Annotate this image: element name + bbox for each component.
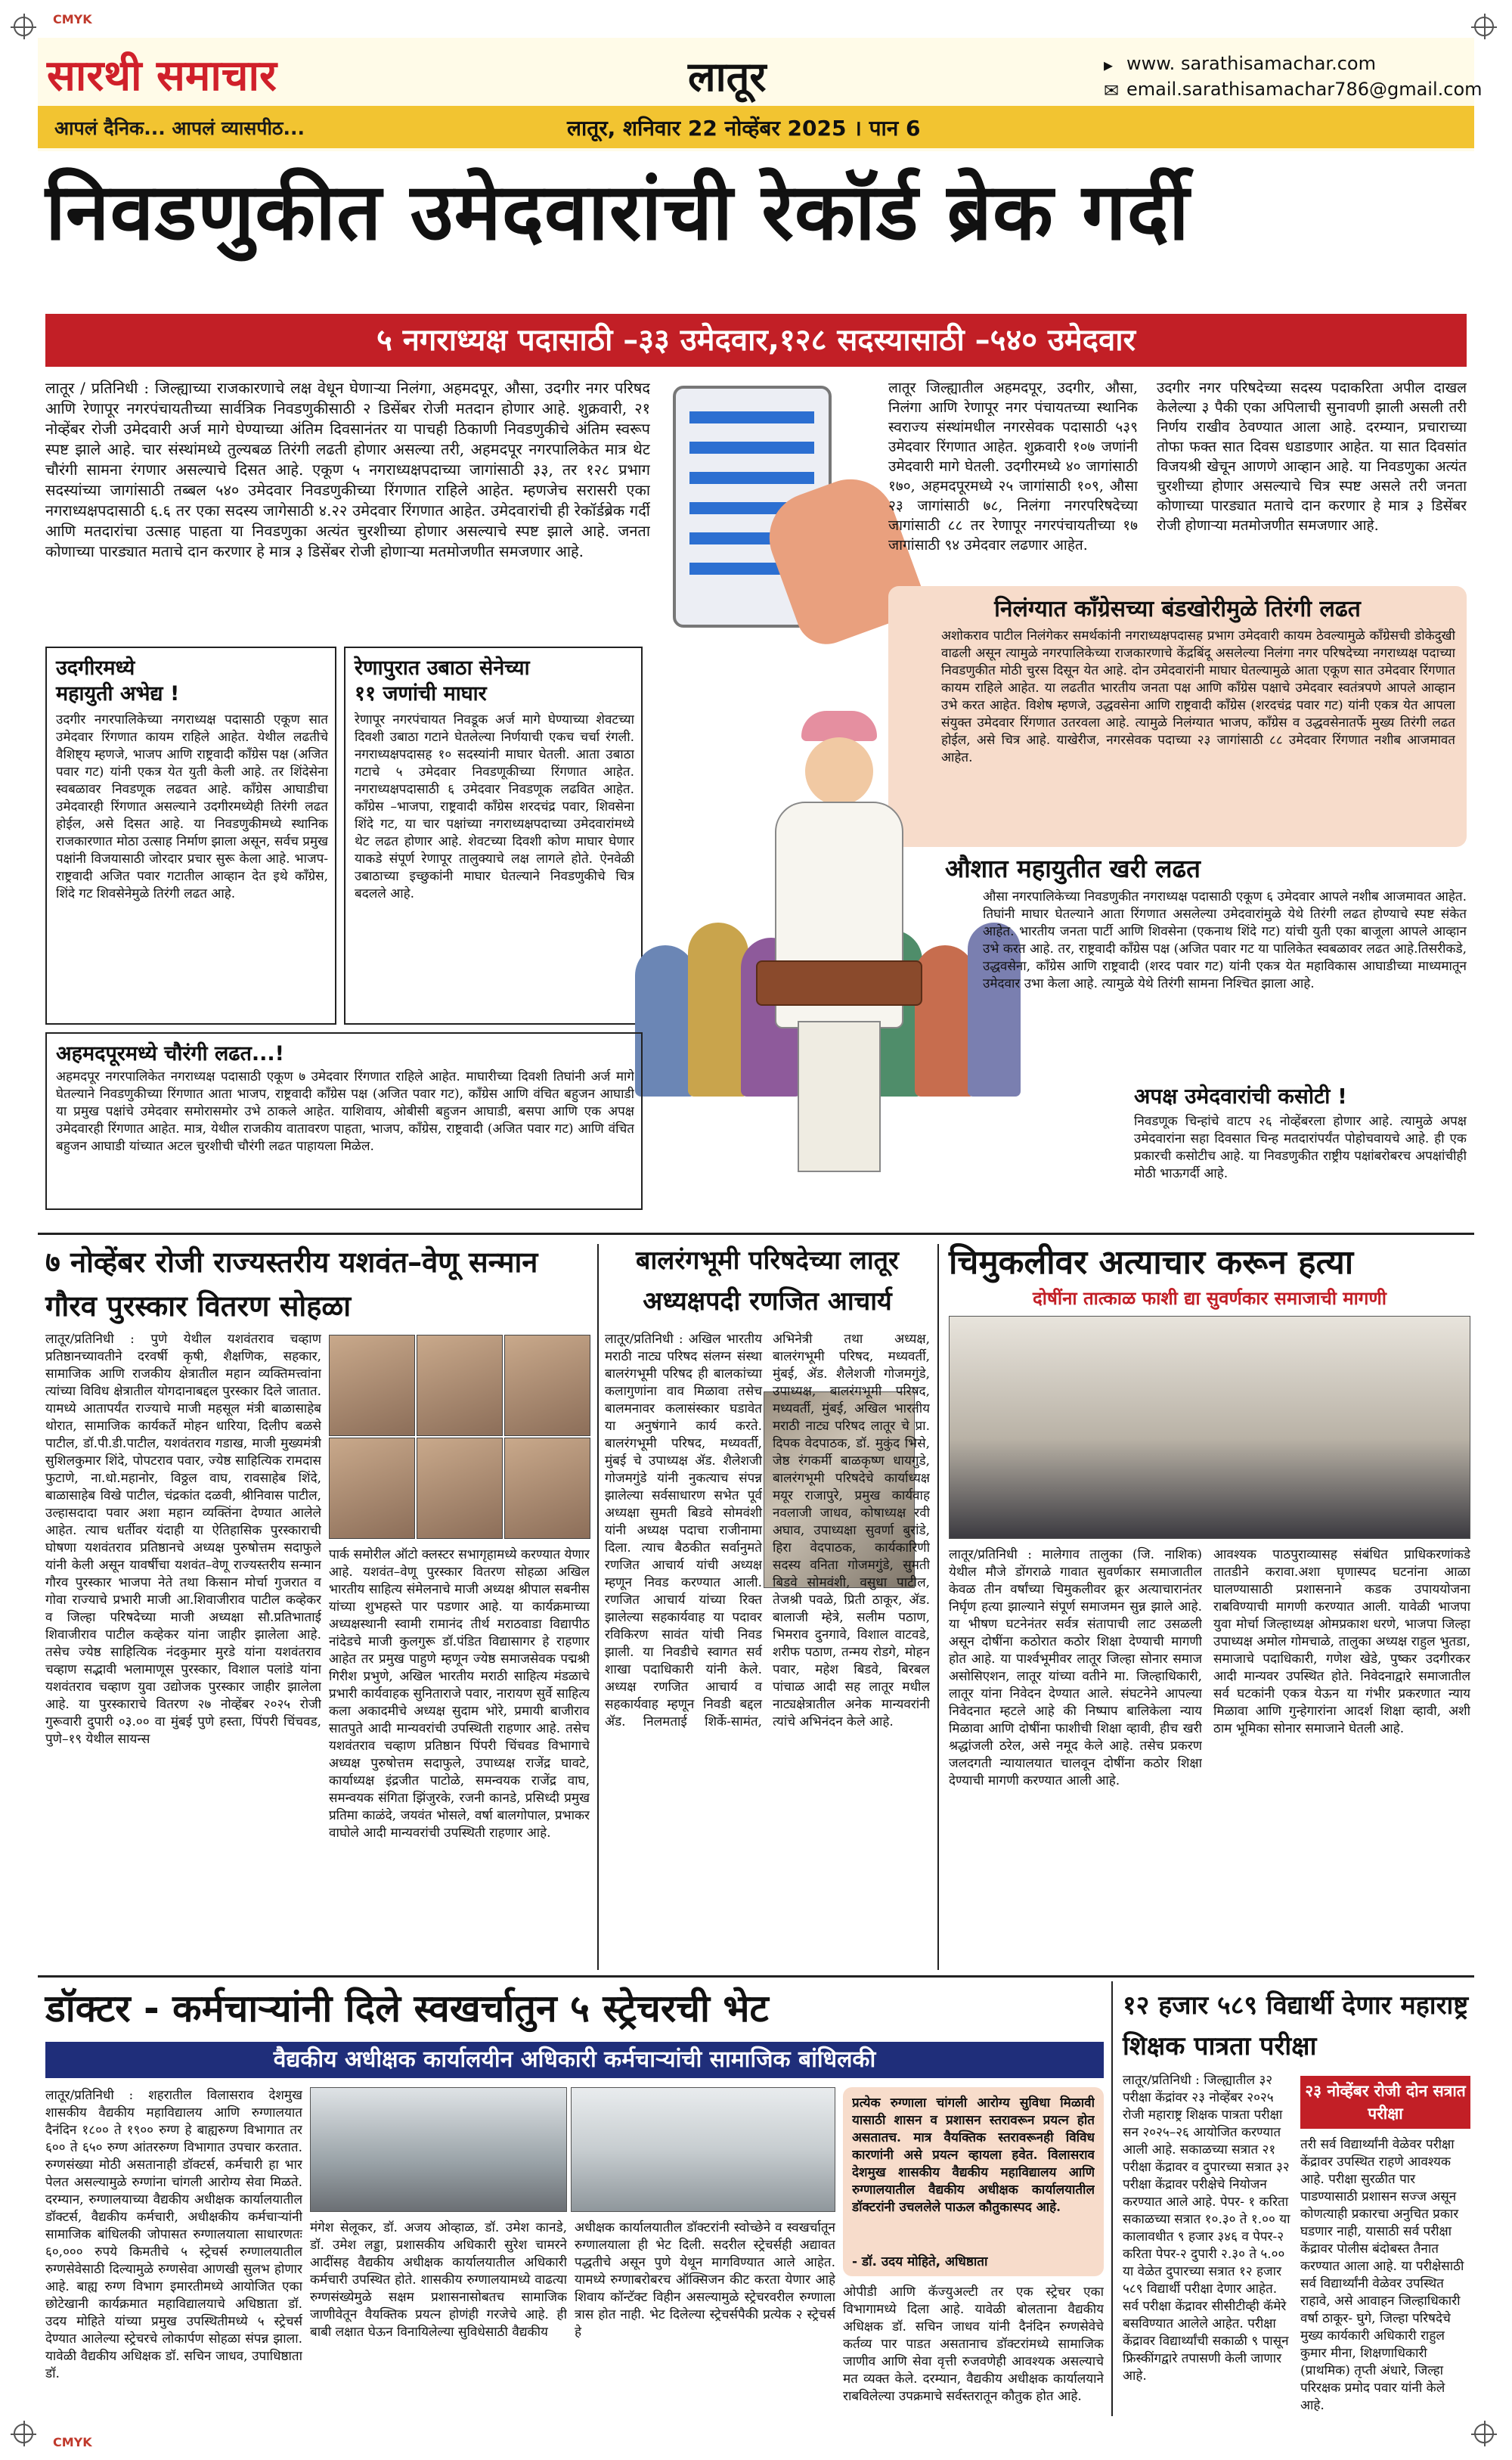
yashwant-body-left: लातूर/प्रतिनिधी : पुणे येथील यशवंतराव चव्हाण प्रतिष्ठानच्यावतीने दरवर्षी कृषी, शैक्षणिक, सहकार, सामाजिक आणि राजकीय क्षेत्रातील महान व्यक्तिमत्त्वांना त्यांच्या विविध क्षेत्रातील योगदानाबद्दल पुरस्कार दिले जातात. यामध्ये आतापर्यंत राज्याचे माजी महसूल मंत्री बाळासाहेब थोरात, सामाजिक कार्यकर्ते मोहन धारिया, दिलीप बळसे पाटील, डॉ.पी.डी.पाटील, यशवंतराव गडाख, माजी मुख्यमंत्री सुशिलकुमार शिंदे, पोपटराव पवार, ज्येष्ठ साहित्यिक रामदास फुटाणे, ना.धो.महानोर, विठ्ठल वाघ, रावसाहेब शिंदे, बाळासाहेब विखे पाटील, चंद्रकांत दळवी, श्रीनिवास पाटील, उल्हासदादा पवार अशा महान व्यक्तिंना देण्यात आलेले आहेत. त्याच धर्तीवर यंदाही या ऐतिहासिक पुरस्काराची घोषणा यशवंतराव प्रतिष्ठानचे अध्यक्ष पुरुषोत्तम सदाफुले यांनी केली असून यावर्षीचा यशवंत–वेणू राज्यस्तरीय सन्मान गौरव पुरस्कार भाजपा नेते तथा किसान मोर्चा गुजरात व गोवा राज्याचे प्रभारी माजी आ.शिवाजीराव पाटील कव्हेकर व जिल्हा परिषदेच्या माजी अध्यक्षा सौ.प्रतिभाताई शिवाजीराव पाटील कव्हेकर यांना जाहीर झालेला आहे. तसेच ज्येष्ठ साहित्यिक नंदकुमार मुरडे यांना यशवंतराव चव्हाण सद्भावी भलामाणूस पुरस्कार, विशाल पलांडे यांना यशवंतराव चव्हाण युवा उद्योजक पुरस्कार जाहीर झालेला आहे. या पुरस्काराचे वितरण २७ नोव्हेंबर २०२५ रोजी गुरूवारी दुपारी ०३.०० वा मुंबई पुणे हस्ता, पिंपरी चिंचवड, पुणे–१९ येथील सायन्स [45, 1332, 321, 1747]
memorandum-photo [949, 1316, 1470, 1539]
ausa-title: औशात महायुतीत खरी लढत [945, 854, 1201, 883]
section-divider [38, 1233, 1474, 1235]
quote-text: प्रत्येक रुग्णाला चांगली आरोग्य सुविधा मिळावी यासाठी शासन व प्रशासन स्तरावरून प्रयत्न होत असतातच. मात्र वैयक्तिक स्तरावरूनही विविध कारणांनी असे प्रयत्न व्हायला हवेत. विलासराव देशमुख शासकीय वैद्यकीय महाविद्यालय आणि रुग्णालयातील वैद्यकीय अधीक्षक कार्यालयातील डॉक्टरांनी उचललेले पाऊल कौतुकास्पद आहे. [852, 2095, 1095, 2215]
exam-body-a: लातूर/प्रतिनिधी : जिल्ह्यातील ३२ परीक्षा केंद्रांवर २३ नोव्हेंबर २०२५ रोजी महाराष्ट्र शिक्षक पात्रता परीक्षा सन २०२५–२६ आयोजित करण्यात आली आहे. सकाळच्या सत्रात २१ परीक्षा केंद्रावर व दुपारच्या सत्रात ३२ परीक्षा केंद्रावर परीक्षेचे नियोजन करण्यात आले आहे. पेपर- १ करिता सकाळच्या सत्रात १०.३० ते १.०० या कालावधीत ९ हजार ३४६ व पेपर-२ करिता पेपर-२ दुपारी २.३० ते ५.०० या वेळेत दुपारच्या सत्रात १२ हजार ५८९ विद्यार्थी परीक्षा देणार आहेत. सर्व परीक्षा केंद्रावर सीसीटीव्ही कॅमेरे बसविण्यात आलेले आहेत. परीक्षा केंद्रावर विद्यार्थ्यांची सकाळी ९ पासून फ्रिस्कींगद्वारे तपासणी केली जाणार आहे. [1123, 2073, 1290, 2384]
awardee-photo-grid [329, 1335, 590, 1539]
cmyk-mark: CMYK [53, 2435, 92, 2449]
stretcher-body-right: ओपीडी आणि कॅज्युअल्टी तर एक स्ट्रेचर एका विभागामध्ये दिला आहे. यावेळी बोलताना वैद्यकीय अधिक्षक डॉ. सचिन जाधव यांनी दैनंदिन रुग्णसेवेचे कर्तव्य पार पाडत असतानाच डॉक्टरांमध्ये सामाजिक जाणीव आणि सेवा वृत्ती रुजवणेही आवश्यक असल्याचे मत व्यक्त केले. दरम्यान, वैद्यकीय अधीक्षक कार्यालयाने राबविलेल्या उपक्रमाचे सर्वस्तरातून कौतुक होत आहे. [843, 2285, 1104, 2404]
dateline: लातूर, शनिवार 22 नोव्हेंबर 2025 । पान 6 [567, 116, 921, 141]
chimukali-headline: चिमुकलीवर अत्याचार करून हत्या [949, 1243, 1354, 1282]
registration-mark-icon [14, 2424, 33, 2443]
chimukali-body-left: लातूर/प्रतिनिधी : मालेगाव तालुका (जि. नाशिक) येथील मौजे डोंगराळे गावात सुवर्णकार समाजातील केवळ तीन वर्षांच्या चिमुकलीवर क्रूर अत्याचारानंतर निर्घृण हत्या झाल्याने संपूर्ण समाजमन सुन्न झाले आहे. या भीषण घटनेनंतर सर्वत्र संतापाची लाट उसळली असून दोषींना कठोरात कठोर शिक्षा देण्याची मागणी होत आहे. या पार्श्वभूमीवर लातूर जिल्हा सोनार समाज असोसिएशन, लातूर यांच्या वतीने मा. जिल्हाधिकारी, लातूर यांना निवेदन देण्यात आले. संघटनेने आपल्या निवेदनात म्हटले आहे की निष्पाप बालिकेला न्याय मिळावा आणि दोषींना फाशीची शिक्षा व्हावी, हीच खरी श्रद्धांजली ठरेल, असे नमूद केले आहे. तसेच प्रकरण जलदगती न्यायालयात चालवून दोषींना कठोर शिक्षा देण्याची मागणी करण्यात आली आहे. [949, 1547, 1202, 1788]
ausa-box [945, 851, 1467, 1070]
cmyk-mark: CMYK [53, 12, 92, 26]
quote-attribution: - डॉ. उदय मोहिते, अधिष्ठाता [852, 2254, 988, 2269]
lead-right-col-1: लातूर जिल्ह्यातील अहमदपूर, उदगीर, औसा, निलंगा आणि रेणापूर नगर पंचायतच्या स्थानिक स्वराज्य संस्थांमधील नगरसेवक पदासाठी ५३९ उमेदवार रिंगणात आहेत. शुक्रवारी १०७ जणांनी उमेदवारी मागे घेतली. उदगीरमध्ये ४० जागांसाठी १७०, अहमदपूरमध्ये २५ जागांसाठी १०९, औसा २३ जागांसाठी ७८, निलंगा नगरपरिषदेच्या जागांसाठी ८८ तर रेणापूर नगरपंचायतीच्या १७ जागांसाठी ९४ उमेदवार लढणार आहेत. [888, 380, 1138, 554]
globe-icon: ▸ [1104, 54, 1114, 76]
stretcher-headline: डॉक्टर - कर्मचाऱ्यांनी दिले स्वखर्चातुन ५ स्ट्रेचरची भेट [45, 1987, 769, 2030]
masthead [38, 38, 1483, 151]
section-divider [38, 1975, 1474, 1978]
evm-illustration [658, 371, 922, 643]
exam-badge: २३ नोव्हेंबर रोजी दोन सत्रात परीक्षा [1300, 2076, 1470, 2129]
balrang-body: लातूर/प्रतिनिधी : अखिल भारतीय मराठी नाट्य परिषद संलग्न संस्था बालरंगभूमी परिषद ही बालकांच्या कलागुणांना वाव मिळावा तसेच बालमनावर कलासंस्कार घडावेत या अनुषंगाने कार्य करते. बालरंगभूमी परिषद, मध्यवर्ती, मुंबई चे उपाध्यक्ष ॲड. शैलेशजी गोजमगुंडे यांनी नुकत्याच संपन्न झालेल्या सर्वसाधारण सभेत पूर्व अध्यक्षा सुमती बिडवे सोमवंशी यांनी अध्यक्ष पदाचा राजीनामा दिला. त्याच बैठकीत सर्वानुमते रणजित आचार्य यांची अध्यक्ष म्हणून निवड करण्यात आली. रणजित आचार्य यांच्या रिक्त झालेल्या सहकार्यवाह या पदावर रविकिरण सावंत यांची निवड झाली. या निवडीचे स्वागत सर्व शाखा पदाधिकारी यांनी केले. अध्यक्ष रणजित आचार्य व सहकार्यवाह म्हणून निवडी बद्दल ॲड. निलमताई शिर्के-सामंत, अभिनेत्री तथा अध्यक्ष, बालरंगभूमी परिषद, मध्यवर्ती, मुंबई, ॲड. शैलेशजी गोजमगुंडे, उपाध्यक्ष, बालरंगभूमी परिषद, मध्यवर्ती, मुंबई, अखिल भारतीय मराठी नाट्य परिषद लातूर चे प्रा. दिपक वेदपाठक, डॉ. मुकुंद भिसे, जेष्ठ रंगकर्मी बाळकृष्ण धायगुडे, बालरंगभूमी परिषदेचे कार्याध्यक्ष मयूर राजापुरे, प्रमुख कार्यवाह नवलाजी जाधव, कोषाध्यक्ष रवी अघाव, उपाध्यक्षा सुवर्णा बुरांडे, हिरा वेदपाठक, कार्यकारिणी सदस्य वनिता गोजमगुंडे, सुमती बिडवे सोमवंशी, वसुधा पाटील, तेजश्री पवळे, प्रिती ठाकूर, ॲड. बालाजी म्हेत्रे, सलीम पठाण, भिमराव दुनगावे, विशाल वाटवडे, शरीफ पठाण, तन्मय रोडगे, मोहन पवार, महेश बिडवे, बिरबल पांचाळ आदी सह लातूर मधील नाट्यक्षेत्रातील अनेक मान्यवरांनी त्यांचे अभिनंदन केले आहे. [605, 1332, 930, 1729]
nilanga-title: निलंग्यात काँग्रेसच्या बंडखोरीमुळे तिरंगी लढत [994, 596, 1361, 622]
ahmedpur-title: अहमदपूरमध्ये चौरंगी लढत...! [56, 1042, 284, 1066]
apaksh-title: अपक्ष उमेदवारांची कसोटी ! [1134, 1084, 1347, 1109]
email[interactable]: email.sarathisamachar786@gmail.com [1126, 79, 1483, 100]
ahmedpur-body: अहमदपूर नगरपालिकेत नगराध्यक्ष पदासाठी एकूण ७ उमेदवार रिंगणात राहिले आहेत. माघारीच्या दिवशी तिघांनी अर्ज मागे घेतल्याने निवडणुकीच्या रिंगणात आता भाजप, राष्ट्रवादी काँग्रेस पक्ष (अजित पवार गट), काँग्रेस आणि वंचित बहुजन आघाडी या प्रमुख पक्षांचे उमेदवार समोरासमोर उभे ठाकले आहेत. याशिवाय, ओबीसी बहुजन आघाडी, बसपा आणि एक अपक्ष उमेदवारही रिंगणात आहेत. मात्र, येथील राजकीय वातावरण पाहता, भाजप, काँग्रेस, राष्ट्रवादी (अजित पवार गट) आणि वंचित बहुजन आघाडी यांच्यात अटल चुरशीची चौरंगी लढत पाहायला मिळेल. [56, 1069, 634, 1154]
yashwant-headline: ७ नोव्हेंबर रोजी राज्यस्तरीय यशवंत–वेणू सन्मान गौरव पुरस्कार वितरण सोहळा [45, 1246, 538, 1323]
udgir-title-1: उदगीरमध्ये [56, 656, 135, 680]
renapur-box [344, 647, 643, 1025]
nilanga-body: अशोकराव पाटील निलंगेकर समर्थकांनी नगराध्यक्षपदासह प्रभाग उमेदवारी कायम ठेवल्यामुळे काँग्रेसची डोकेदुखी वाढली असून त्यामुळे नगरपालिकेच्या राजकारणाचे केंद्रबिंदू असलेल्या निलंगा नगर परिषदेच्या नगराध्यक्ष पदाच्या निवडणुकीत मोठी चुरस दिसून येत आहे. दोन उमेदवारांनी माघार घेतल्यामुळे आता एकूण सात उमेदवार रिंगणात कायम राहिले आहेत. या लढतीत भारतीय जनता पक्ष आणि काँग्रेस पक्षाचे उमेदवार स्वतंत्रपणे आपले आव्हान उभे करत आहेत. विशेष म्हणजे, उद्धवसेना आणि राष्ट्रवादी काँग्रेस (शरदचंद्र पवार गट) यांनी एकत्र येत आपला संयुक्त उमेदवार रिंगणात उतरवला आहे. त्यामुळे निलंग्यात भाजप, काँग्रेस व उद्धवसेनातर्फे मुख्य तिरंगी लढत होईल, असे चित्र आहे. याखेरीज, नगरसेवक पदाच्या २३ जागांसाठी ८८ उमेदवार रिंगणात नशीब आजमावत आहेत. [941, 628, 1455, 765]
lead-right-col-2: उदगीर नगर परिषदेच्या सदस्य पदाकरिता अपील दाखल केलेल्या ३ पैकी एका अपिलाची सुनावणी झाली असली तरी निर्णय राखीव ठेवण्यात आला आहे. दरम्यान, प्रचाराच्या तोफा फक्त सात दिवस धडाडणार आहेत. या सात दिवसांत विजयश्री खेचून आणणे आव्हान आहे. या निवडणुका अत्यंत चुरशीच्या होणार असल्याचे चित्र स्पष्ट असले तरी जनता कोणाच्या पारड्यात मताचे दान करणार हे मात्र ३ डिसेंबर रोजी होणाऱ्या मतमोजणीत समजणार आहे. [1157, 380, 1467, 534]
politician-figure [756, 711, 922, 1180]
stretcher-photo-beds [571, 2087, 835, 2212]
stretcher-body-left: लातूर/प्रतिनिधी : शहरातील विलासराव देशमुख शासकीय वैद्यकीय महाविद्यालय आणि रुग्णालयात दैनंदिन १८०० ते १९०० रुग्ण हे बाह्यरुग्ण विभागात तर ६०० ते ६५० रुग्ण आंतररुग्ण विभागात उपचार करतात. रुग्णसंख्या मोठी असतानाही डॉक्टर्स, कर्मचारी हा भार पेलत असल्यामुळे रुग्णांना चांगली आरोग्य सेवा मिळते. दरम्यान, रुग्णालयाच्या वैद्यकीय अधीक्षक कार्यालयातील डॉक्टर्स, वैद्यकीय कर्मचारी, अधीक्षकीय कर्मचाऱ्यांनी सामाजिक बांधिलकी जोपासत रुग्णालयाला साधारणतः ६०,००० रुपये किमतीचे ५ स्ट्रेचर्स रुग्णालयातील रुग्णसेवेसाठी दिल्यामुळे रुग्णसेवा आणखी सुलभ होणार आहे. बाह्य रुग्ण विभाग इमारतीमध्ये आयोजित एका छोटेखानी कार्यक्रमात महाविद्यालयाचे अधिष्ठाता डॉ. उदय मोहिते यांच्या प्रमुख उपस्थितीमध्ये ५ स्ट्रेचर्स देण्यात आलेल्या स्ट्रेचरचे लोकार्पण सोहळा संपन्न झाला. यावेळी वैद्यकीय अधिक्षक डॉ. सचिन जाधव, उपाधिष्ठाता डॉ. [45, 2088, 302, 2381]
tagline: आपलं दैनिक... आपलं व्यासपीठ... [54, 117, 305, 139]
registration-mark-icon [14, 17, 33, 36]
udgir-body: उदगीर नगरपालिकेच्या नगराध्यक्ष पदासाठी एकूण सात उमेदवार रिंगणात कायम राहिले आहेत. येथील लढतीचे वैशिष्ट्य म्हणजे, भाजप आणि राष्ट्रवादी काँग्रेस पक्ष (अजित पवार गट) यांनी एकत्र येत युती केली आहे. तर शिंदेसेना स्वबळावर निवडणूक लढवत आहे. काँग्रेस आघाडीचा उमेदवारही रिंगणात असल्याने उदगीरमध्येही तिरंगी लढत होईल, असे दिसत आहे. या निवडणुकीमध्ये स्थानिक राजकारणात मोठा उत्साह निर्माण झाला असून, सर्वच प्रमुख पक्षांनी विजयासाठी जोरदार प्रचार सुरू केला आहे. भाजप-राष्ट्रवादी अजित पवार गटातील आव्हान देत इथे काँग्रेस, शिंदे गट शिवसेनेमुळे तिरंगी लढत आहे. [56, 712, 328, 901]
chimukali-body-right: आवश्यक पाठपुराव्यासह संबंधित प्राधिकरणांकडे तातडीने करावा.अशा घृणास्पद घटनांना आळा घालण्यासाठी प्रशासनाने कडक उपाययोजना राबविण्याची मागणी करण्यात आली. यावेळी भाजपा युवा मोर्चा जिल्हाध्यक्ष ओमप्रकाश धरणे, भाजपा जिल्हा उपाध्यक्ष अमोल गोमचाळे, तालुका अध्यक्ष राहुल भुतडा, समाजाचे पदाधिकारी, गणेश खेडे, पुष्कर उदगीरकर आदी मान्यवर उपस्थित होते. निवेदनाद्वारे समाजातील सर्व घटकांनी एकत्र येऊन या गंभीर प्रकरणात न्याय मिळावा आणि गुन्हेगारांना आदर्श शिक्षा व्हावी, अशी ठाम भूमिका सोनार समाजाने घेतली आहे. [1213, 1547, 1470, 1736]
website[interactable]: www. sarathisamachar.com [1126, 53, 1376, 74]
stretcher-subhead: वैद्यकीय अधीक्षक कार्यालयीन अधिकारी कर्मचाऱ्यांची सामाजिक बांधिलकी [45, 2042, 1104, 2078]
renapur-body: रेणापूर नगरपंचायत निवडूक अर्ज मागे घेण्याच्या शेवटच्या दिवशी उबाठा गटाने घेतलेल्या निर्णयाची एकच चर्चा रंगली. नगराध्यक्षपदासह १० सदस्यांनी माघार घेतली. आता उबाठा गटाचे ५ उमेदवार निवडणूकीच्या रिंगणात आहेत. नगराध्यक्षपदासाठी ६ उमेदवार निवडणूक लढवित आहेत. काँग्रेस –भाजपा, राष्ट्रवादी काँग्रेस शरदचंद्र पवार, शिवसेना शिंदे गट, या चार पक्षांच्या नगराध्यक्षपदाच्या उमेदवारांमध्ये थेट लढत होणार आहे. शेवटच्या दिवशी कोण माघार घेणार याकडे संपूर्ण रेणापूर तालुक्याचे लक्ष लागले होते. ऐनवेळी उबाठाच्या इच्छुकांनी माघार घेतल्याने निवडणुकीचे चित्र बदलले आहे. [355, 712, 634, 901]
registration-mark-icon [1474, 17, 1494, 36]
exam-headline: १२ हजार ५८९ विद्यार्थी देणार महाराष्ट्र शिक्षक पात्रता परीक्षा [1123, 1990, 1469, 2061]
edition-name: लातूर [688, 53, 767, 101]
quote-box [843, 2087, 1104, 2276]
lead-headline: निवडणुकीत उमेदवारांची रेकॉर्ड ब्रेक गर्दी [45, 166, 1190, 258]
renapur-title-2: ११ जणांची माघार [355, 682, 487, 706]
apaksh-body: निवडणूक चिन्हांचे वाटप २६ नोव्हेंबरला होणार आहे. त्यामुळे अपक्ष उमेदवारांना सहा दिवसात चिन्ह मतदारांपर्यंत पोहोचवायचे आहे. ही एक प्रकारची कसोटीच आहे. या निवडणुकीत राष्ट्रीय पक्षांबरोबरच अपक्षांचीही मोठी भाऊगर्दी आहे. [1134, 1114, 1467, 1181]
lead-subhead: ५ नगराध्यक्ष पदासाठी –३३ उमेदवार,१२८ सदस्यासाठी –५४० उमेदवार [45, 314, 1467, 367]
mail-icon: ✉ [1104, 80, 1120, 101]
stretcher-body-mid: मंगेश सेलूकर, डॉ. अजय ओव्हाळ, डॉ. उमेश कानडे, डॉ. उमेश लड्डा, प्रशासकीय अधिकारी सुरेश चामरने आदींसह वैद्यकीय अधीक्षक कार्यालयातील अधिकारी कर्मचारी उपस्थित होते. शासकीय रुग्णालयामध्ये वाढत्या रुग्णसंख्येमुळे सक्षम प्रशासनासोबतच सामाजिक जाणीवेतून वैयक्तिक प्रयत्न होणंही गरजेचे आहे. ही बाबी लक्षात घेऊन विनायिलेल्या सुविधेसाठी वैद्यकीय [310, 2220, 567, 2340]
udgir-title-2: महायुती अभेद्य ! [56, 682, 180, 706]
apaksh-box [1134, 1081, 1467, 1225]
lead-intro: लातूर / प्रतिनिधी : जिल्ह्याच्या राजकारणाचे लक्ष वेधून घेणाऱ्या निलंगा, अहमदपूर, औसा, उदगीर नगर परिषद आणि रेणापूर नगरपंचायतीच्या सार्वत्रिक निवडणुकीसाठी २ डिसेंबर रोजी मतदान होणार आहे. शुक्रवारी, २१ नोव्हेंबर रोजी उमेदवारी अर्ज मागे घेण्याच्या अंतिम दिवसानंतर या पाचही ठिकाणी निवडणुकीचे अंतिम स्वरूप स्पष्ट झाले आहे. चार संस्थांमध्ये तुल्यबळ तिरंगी लढती होणार असल्या तरी, अहमदपूर नगरपालिकेत मात्र थेट चौरंगी सामना रंगणार असल्याचे दिसत आहे. एकूण ५ नगराध्यक्षपदाच्या जागांसाठी ३३, तर १२८ प्रभाग सदस्यांच्या जागांसाठी तब्बल ५४० उमेदवार निवडणुकीच्या रिंगणात राहिले आहेत. म्हणजेच सरासरी एका नगराध्यक्षपदासाठी ६.६ तर एका सदस्य जागेसाठी ४.२२ उमेदवार रिंगणात आहेत. उमेदवारांची ही रेकॉर्डब्रेक गर्दी आणि मतदारांचा उत्साह पाहता या निवडणुका अत्यंत चुरशीच्या होणार असल्याचे स्पष्ट झाले आहे. जनता कोणाच्या पारड्यात मताचे दान करणार हे मात्र ३ डिसेंबर रोजी होणाऱ्या मतमोजणीत समजणार आहे. [45, 379, 650, 560]
ausa-body: औसा नगरपालिकेच्या निवडणुकीत नगराध्यक्ष पदासाठी एकूण ६ उमेदवार आपले नशीब आजमावत आहेत. तिघांनी माघार घेतल्याने आता रिंगणात असलेल्या उमेदवारांमुळे येथे तिरंगी लढत होण्याचे स्पष्ट संकेत आहेत. भारतीय जनता पार्टी आणि शिवसेना (एकनाथ शिंदे गट) यांची युती एका बाजूला आपले आव्हान उभे करत आहे. तर, राष्ट्रवादी काँग्रेस पक्ष (अजित पवार गट या पालिकेत स्वबळावर लढत आहे.तिसरीकडे, उद्धवसेना, काँग्रेस आणि राष्ट्रवादी (शरद पवार गट) यांनी एकत्र येत महाविकास आघाडीच्या माध्यमातून उमेदवार उभा केला आहे. त्यामुळे येथे तिरंगी सामना निश्चित झाला आहे. [983, 889, 1467, 991]
exam-body-b: तरी सर्व विद्यार्थ्यांनी वेळेवर परीक्षा केंद्रावर उपस्थित राहणे आवश्यक आहे. परीक्षा सुरळीत पार पाडण्यासाठी प्रशासन सज्ज असून कोणत्याही प्रकारचा अनुचित प्रकार घडणार नाही, यासाठी सर्व परीक्षा केंद्रावर पोलीस बंदोबस्त तैनात करण्यात आला आहे. या परीक्षेसाठी सर्व विद्यार्थ्यांनी वेळेवर उपस्थित राहावे, असे आवाहन जिल्हाधिकारी वर्षा ठाकूर- घुगे, जिल्हा परिषदेचे मुख्य कार्यकारी अधिकारी राहुल कुमार मीना, शिक्षणाधिकारी (प्राथमिक) तृप्ती अंधारे, जिल्हा परिरक्षक प्रमोद पवार यांनी केले आहे. [1300, 2137, 1464, 2412]
udgir-box [45, 647, 336, 1025]
chimukali-subhead: दोषींना तात्काळ फाशी द्या सुवर्णकार समाजाची मागणी [1033, 1288, 1387, 1309]
column-rule [1111, 1981, 1113, 2416]
column-rule [937, 1244, 939, 1970]
stretcher-body-mid-2: अधीक्षक कार्यालयातील डॉक्टरांनी स्वोच्छेने व स्वखर्चातून रुग्णालयाला ही भेट दिली. सदरील स्ट्रेचर्सही अद्यावत पद्धतीचे असून पुणे येथून मागविण्यात आले आहेत. यामध्ये रुग्णाबरोबरच ऑक्सिजन कीट करता येणार आहे शिवाय कॉन्टॅक्ट विहीन असल्यामुळे स्ट्रेचरवरील रुग्णाला त्रास होत नाही. भेट दिलेल्या स्ट्रेचर्सपैकी प्रत्येक २ स्ट्रेचर्स हे [575, 2220, 835, 2340]
balrang-headline: बालरंगभूमी परिषदेच्या लातूर अध्यक्षपदी रणजित आचार्य [636, 1246, 899, 1317]
yashwant-body-right: पार्क समोरील ऑटो क्लस्टर सभागृहामध्ये करण्यात येणार आहे. यशवंत–वेणू पुरस्कार वितरण सोहळा अखिल भारतीय साहित्य संमेलनाचे माजी अध्यक्ष श्रीपाल सबनीस यांच्या शुभहस्ते पार पडणार आहे. या कार्यक्रमाच्या अध्यक्षस्थानी स्वामी रामानंद तीर्थ मराठवाडा विद्यापीठ नांदेडचे माजी कुलगुरू डॉ.पंडित विद्यासागर हे राहणार आहेत तर प्रमुख पाहुणे म्हणून ज्येष्ठ समाजसेवक पद्मश्री गिरीश प्रभुणे, अखिल भारतीय मराठी साहित्य मंडळाचे प्रभारी कार्यवाहक सुनिताराजे पवार, नारायण सुर्वे साहित्य कला अकादमीचे अध्यक्ष सुदाम भोरे, प्रमायी बाजीराव सातपुते आदी मान्यवरांची उपस्थिती राहणार आहे. तसेच यशवंतराव चव्हाण प्रतिष्ठान पिंपरी चिंचवड विभागाचे अध्यक्ष पुरुषोत्तम सदाफुले, उपाध्यक्ष राजेंद्र घावटे, कार्याध्यक्ष इंद्रजीत पाटोळे, समन्वयक राजेंद्र वाघ, समन्वयक संगिता झिंजुरके, रजनी कानडे, प्रसिध्दी प्रमुख प्रतिमा काळंदे, जयवंत भोसले, वर्षा बालगोपाल, प्रभाकर वाघोले आदी मान्यवरांची उपस्थिती राहणार आहे. [329, 1547, 590, 1841]
registration-mark-icon [1474, 2424, 1494, 2443]
column-rule [597, 1244, 599, 1970]
renapur-title-1: रेणापुरात उबाठा सेनेच्या [355, 656, 530, 680]
paper-name: सारथी समाचार [47, 51, 277, 101]
ahmedpur-box [45, 1032, 643, 1210]
stretcher-photo-group [310, 2087, 567, 2212]
